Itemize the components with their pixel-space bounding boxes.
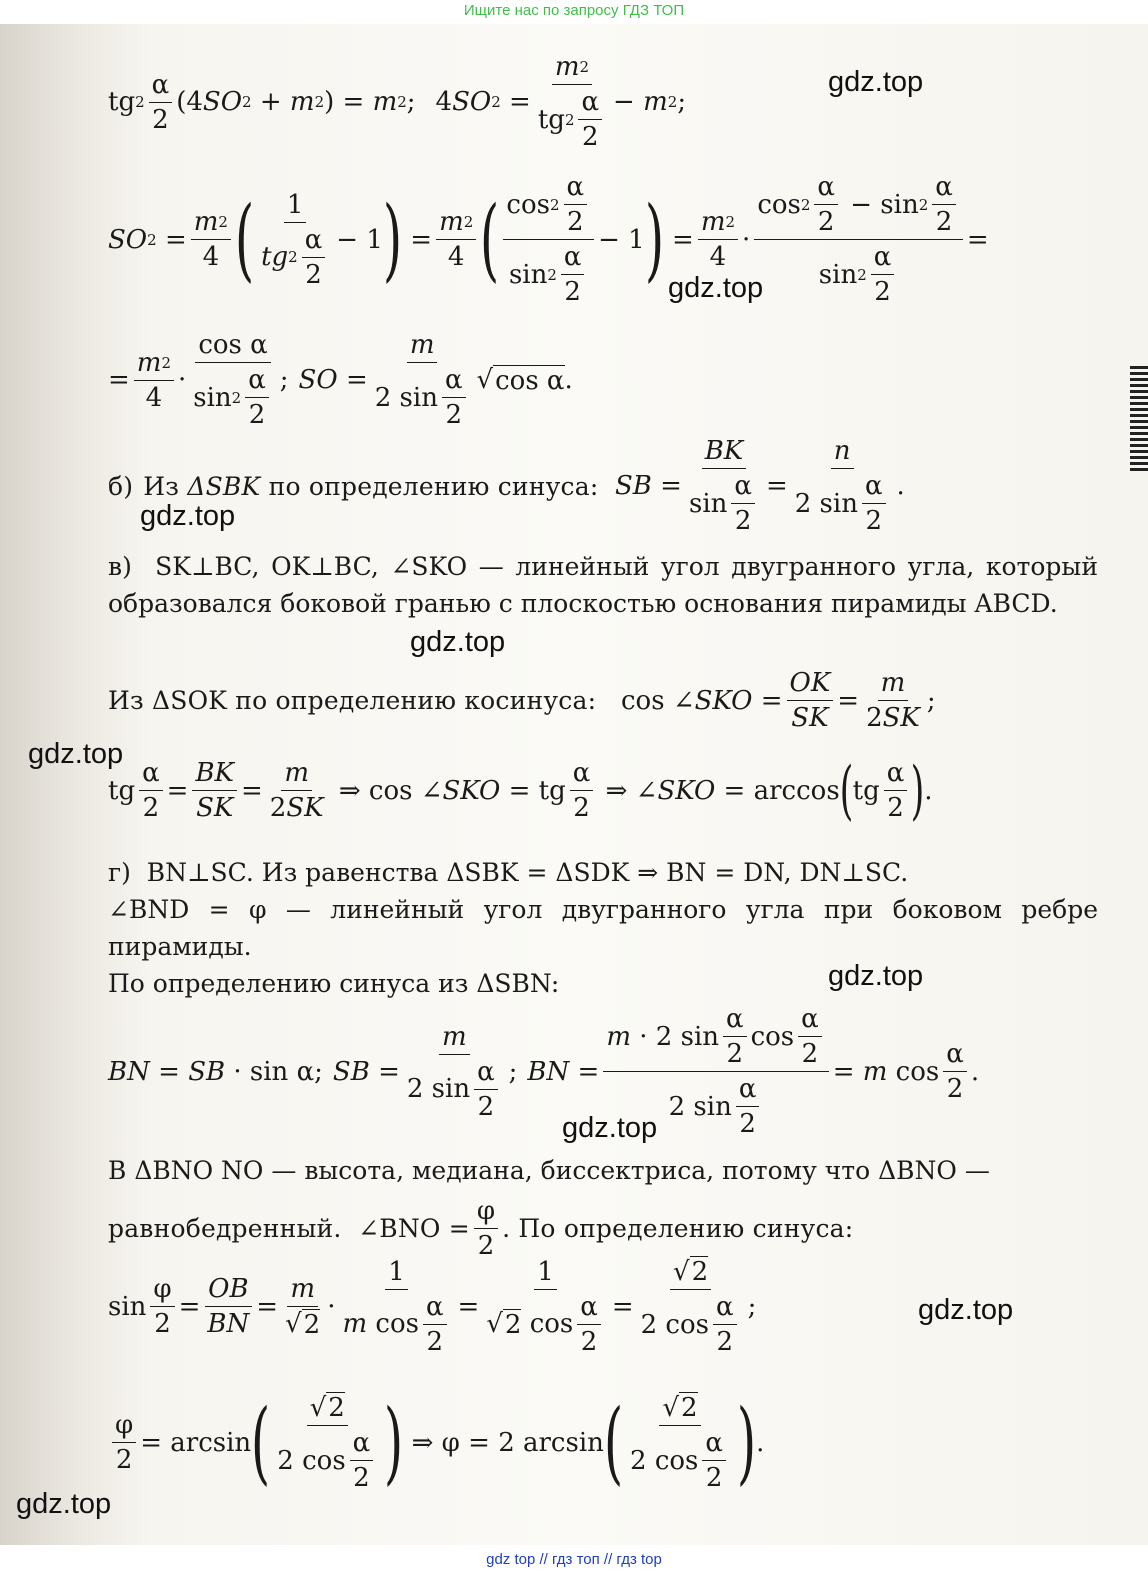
sok-line: Из ΔSOK по определению косинуса: cos ∠ SKO = $\frac{OK}{SK}$ = m 2 SK ;: [108, 668, 936, 733]
part-b-label: б): [108, 471, 134, 501]
bottom-banner-text[interactable]: gdz top // гдз топ // гдз top: [486, 1551, 662, 1568]
watermark: gdz.top: [828, 66, 924, 98]
bottom-banner[interactable]: [0, 1545, 1148, 1577]
watermark: gdz.top: [918, 1294, 1014, 1326]
part-b-text: Из: [143, 471, 180, 501]
isosceles-text: равнобедренный.: [108, 1214, 342, 1243]
part-g-text-2: ∠BND = φ — линейный угол двугранного угла при боковом ребре пирамиды.: [108, 895, 1098, 961]
sok-intro: Из ΔSOK по определению косинуса:: [108, 686, 597, 715]
sbn-intro: По определению синуса из ΔSBN:: [108, 969, 560, 998]
part-b-line: б) Из ΔSBK по определению синуса: SB = BK sin $\frac{\alpha}{2}$ = n 2 sin $\frac{\alpha}{2}$ .: [108, 436, 905, 536]
page-edge-mark: [1130, 366, 1148, 474]
watermark: gdz.top: [28, 738, 124, 770]
part-b-triangle: ΔSBK: [187, 471, 261, 501]
sin-line: sin $\frac{\varphi}{2}$ = $\frac{OB}{BN}$ = m √ 2 · 1 m cos $\frac{\alpha}{2}$ = 1 √ 2 cos $\frac{\alpha}{2}$ = √ 2 2 cos $\frac{\alpha}{2}$ ;: [108, 1256, 757, 1357]
bno-angle: ∠BNO =: [358, 1214, 470, 1243]
tg-line: tg $\frac{\alpha}{2}$ = $\frac{BK}{SK}$ = m 2 SK ⇒ cos ∠ SKO = tg $\frac{\alpha}{2}$ ⇒ ∠ SKO = arccos ( tg $\frac{\alpha}{2}$ ) .: [108, 753, 933, 828]
arcsin-line: $\frac{\varphi}{2}$ = arcsin ( √ 2 2 cos $\frac{\alpha}{2}$ ) ⇒ φ = 2 arcsin ( √ 2 2 cos $\frac{\alpha}{2}$ ) .: [108, 1392, 764, 1493]
part-v-paragraph: [108, 548, 1098, 622]
bn-line: BN = SB · sin α; SB = m 2 sin $\frac{\alpha}{2}$ ; BN = m · 2 sin $\frac{\alpha}{2}$ cos $\frac{\alpha}{2}$ 2 sin $\frac{\alpha}{2}$ = m cos $\frac{\alpha}{2}$ .: [108, 1004, 980, 1139]
part-v-label: в): [108, 552, 132, 581]
part-v-text: SK⊥BC, OK⊥BC, ∠SKO — линейный угол двугранного угла, который образовался боковой гранью с плоскостью основания пирамиды ABCD.: [108, 552, 1098, 618]
def-sin-text: . По определению синуса:: [502, 1214, 854, 1243]
watermark: gdz.top: [16, 1488, 112, 1520]
watermark: gdz.top: [828, 960, 924, 992]
isosceles-line: равнобедренный. ∠BNO = $\frac{\varphi}{2}$ . По определению синуса:: [108, 1196, 854, 1261]
watermark: gdz.top: [410, 626, 506, 658]
scanned-page: [0, 24, 1148, 1545]
bno-line: [108, 1152, 1098, 1189]
part-g-paragraph: [108, 854, 1098, 1002]
formula-line-2: SO 2 = m 2 4 ( 1 tg 2 $\frac{\alpha}{2}$ − 1 ) = m 2 4 ( cos 2 $\frac{\alpha}{2}$ sin 2 $\frac{\alpha}{2}$ − 1 ) = m 2 4 · cos 2 $\frac{\alpha}{2}$ − sin 2 $\frac{\alpha}{2}$ sin 2 $\frac{\alpha}{2}$ =: [108, 172, 989, 307]
part-g-label: г): [108, 858, 131, 887]
top-banner[interactable]: [0, 0, 1148, 24]
part-b-definition: по определению синуса:: [268, 471, 599, 501]
formula-line-3: = m 2 4 · cos α sin 2 $\frac{\alpha}{2}$ ; SO = m 2 sin $\frac{\alpha}{2}$ √ cos α .: [108, 330, 573, 430]
watermark: gdz.top: [668, 272, 764, 304]
top-banner-text[interactable]: Ищите нас по запросу ГДЗ ТОП: [463, 2, 685, 19]
bno-text: В ΔBNO NO — высота, медиана, биссектриса, потому что ΔBNO —: [108, 1156, 990, 1185]
formula-line-1: tg 2 $\frac{\alpha}{2}$ (4 SO 2 + m 2 ) = m 2 ; 4 SO 2 = m 2 tg 2 $\frac{\alpha}{2}$ − m 2 ;: [108, 52, 687, 152]
watermark: gdz.top: [140, 500, 236, 532]
part-g-text: BN⊥SC. Из равенства ΔSBK = ΔSDK ⇒ BN = DN, DN⊥SC.: [146, 858, 909, 887]
watermark: gdz.top: [562, 1112, 658, 1144]
